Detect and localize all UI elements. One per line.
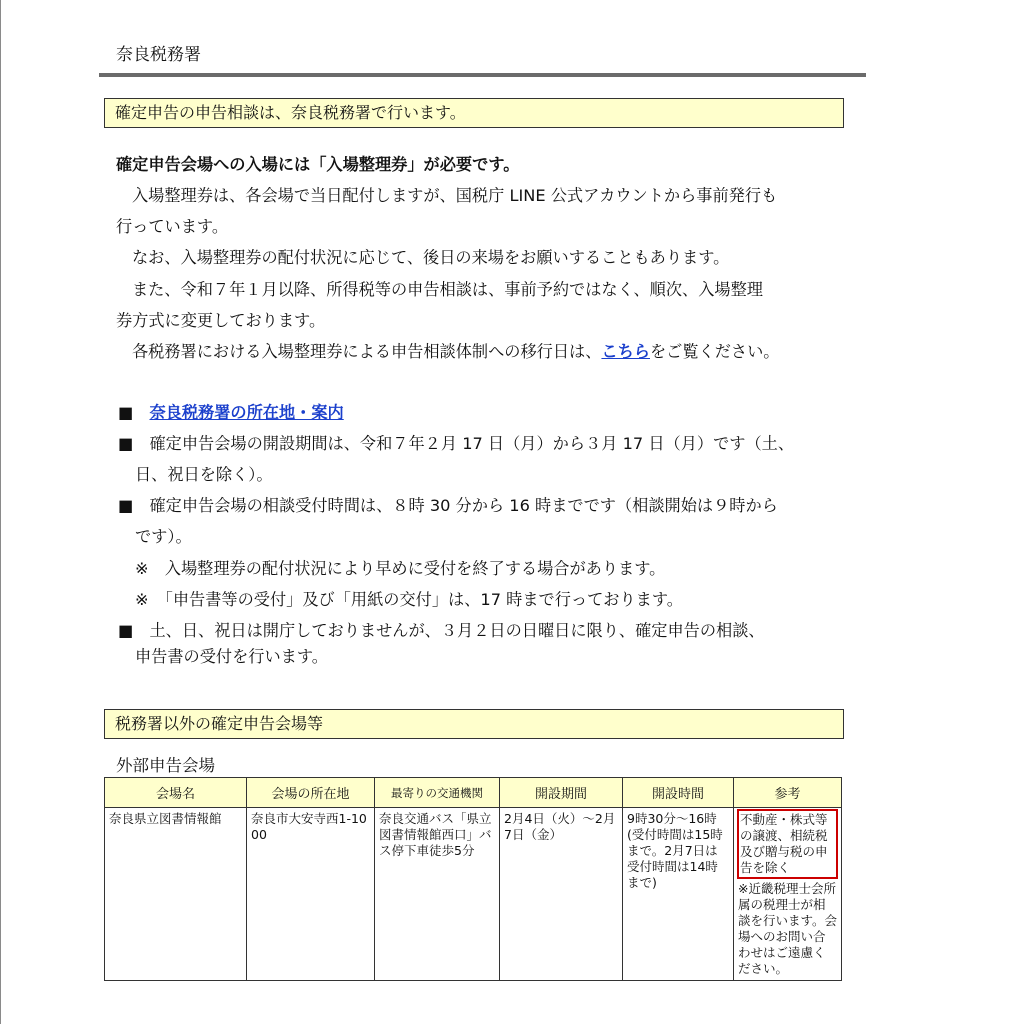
venue-name-cell: 奈良県立図書情報館 [105, 808, 247, 981]
column-header: 会場名 [105, 778, 247, 808]
column-header: 会場の所在地 [247, 778, 375, 808]
hours-line-2: です）。 [135, 527, 192, 546]
weekend-line-2: 申告書の受付を行います。 [135, 647, 328, 666]
venue-period-cell: 2月4日（火）～2月7日（金） [500, 808, 623, 981]
note-receipt-hours-text: 「申告書等の受付」及び「用紙の交付」は、17 時まで行っております。 [164, 590, 683, 609]
page-edge-line [0, 0, 1, 1024]
column-header: 参考 [734, 778, 842, 808]
venue-transport-cell: 奈良交通バス「県立図書情報館西口」バス停下車徒歩5分 [375, 808, 500, 981]
header-rule [99, 73, 866, 77]
note-early-close-text: 入場整理券の配付状況により早めに受付を終了する場合があります。 [164, 559, 666, 578]
bullet-marker: ■ [118, 434, 134, 453]
table-header-row [105, 778, 842, 808]
table-row [105, 808, 842, 981]
external-venues-banner: 税務署以外の確定申告会場等 [104, 709, 844, 739]
highlighted-exclusion-note: 不動産・株式等の譲渡、相続税及び贈与税の申告を除く [737, 809, 838, 879]
bullet-period [118, 434, 794, 454]
venue-hours-cell: 9時30分～16時(受付時間は15時まで。2月7日は受付時間は14時まで) [623, 808, 734, 981]
note-marker: ※ [135, 590, 149, 609]
ticket-required-heading: 確定申告会場への入場には「入場整理券」が必要です。 [116, 155, 520, 174]
period-line-1: 確定申告会場の開設期間は、令和７年２月 17 日（月）から３月 17 日（月）です（土、 [149, 434, 795, 453]
office-name: 奈良税務署 [116, 45, 201, 65]
column-header: 最寄りの交通機関 [375, 778, 500, 808]
note-early-close [135, 559, 665, 579]
location-link[interactable]: 奈良税務署の所在地・案内 [149, 403, 344, 422]
weekend-line-1: 土、日、祝日は開庁しておりませんが、３月２日の日曜日に限り、確定申告の相談、 [149, 621, 765, 640]
intro-line-3: なお、入場整理券の配付状況に応じて、後日の来場をお願いすることもあります。 [132, 248, 730, 267]
bullet-weekend [118, 621, 765, 641]
intro-line-6 [132, 342, 780, 362]
bullet-location [118, 403, 344, 423]
intro-line-1: 入場整理券は、各会場で当日配付しますが、国税庁 LINE 公式アカウントから事前発行も [132, 186, 778, 205]
intro-line-2: 行っています。 [116, 217, 229, 236]
column-header: 開設期間 [500, 778, 623, 808]
external-venue-table [104, 777, 842, 981]
consultation-banner: 確定申告の申告相談は、奈良税務署で行います。 [104, 98, 844, 128]
external-venue-heading: 外部申告会場 [116, 756, 215, 775]
venue-note-text: ※近畿税理士会所属の税理士が相談を行います。会場へのお問い合わせはご遠慮ください。 [738, 881, 838, 976]
note-receipt-hours [135, 590, 683, 610]
intro-line-6-suffix: をご覧ください。 [650, 342, 780, 361]
intro-line-6-prefix: 各税務署における入場整理券による申告相談体制への移行日は、 [132, 342, 602, 361]
hours-line-1: 確定申告会場の相談受付時間は、８時 30 分から 16 時までです（相談開始は９時から [149, 496, 778, 515]
intro-line-4: また、令和７年１月以降、所得税等の申告相談は、事前予約ではなく、順次、入場整理 [132, 280, 763, 299]
bullet-marker: ■ [118, 496, 134, 515]
note-marker: ※ [135, 559, 149, 578]
venue-note-cell [734, 808, 842, 981]
bullet-marker: ■ [118, 621, 134, 640]
venue-address-cell: 奈良市大安寺西1-1000 [247, 808, 375, 981]
intro-line-5: 券方式に変更しております。 [116, 311, 326, 330]
bullet-hours [118, 496, 778, 516]
bullet-marker: ■ [118, 403, 134, 422]
column-header: 開設時間 [623, 778, 734, 808]
period-line-2: 日、祝日を除く）。 [135, 465, 273, 484]
transition-date-link[interactable]: こちら [601, 342, 650, 361]
